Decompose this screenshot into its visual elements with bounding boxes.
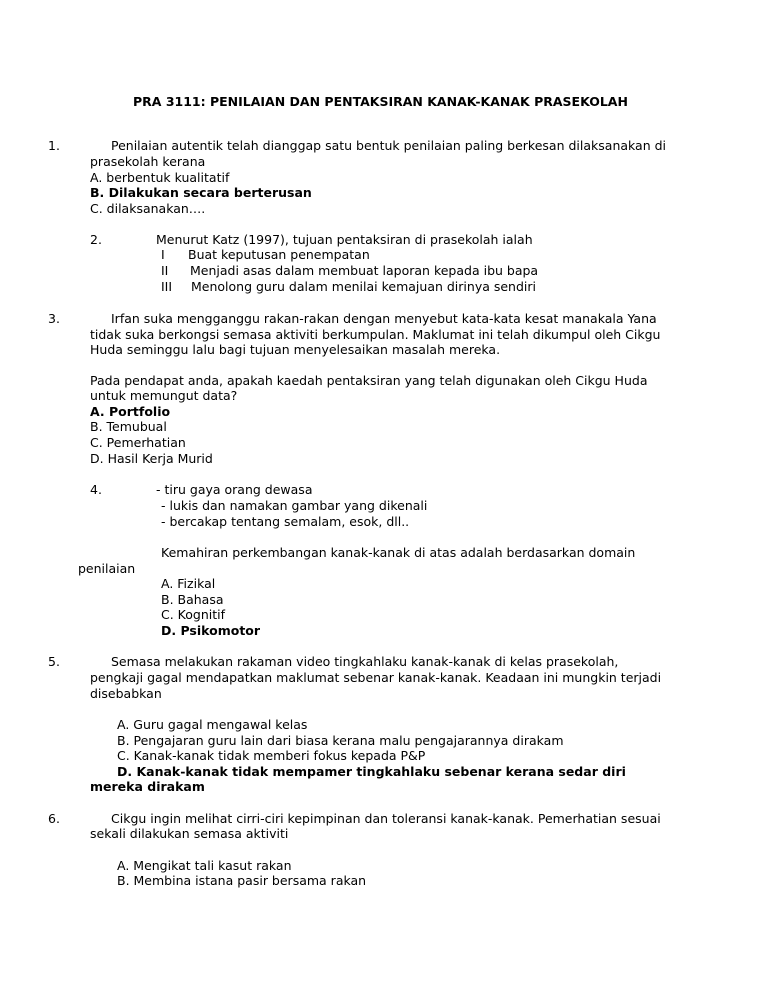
- question-4-item-1: - tiru gaya orang dewasa: [156, 482, 313, 497]
- page-title: PRA 3111: PENILAIAN DAN PENTAKSIRAN KANAK-KANAK PRASEKOLAH: [133, 94, 628, 109]
- question-4-text-line2: penilaian: [78, 561, 136, 576]
- question-3-text-line2: tidak suka berkongsi semasa aktiviti berkumpulan. Maklumat ini telah dikumpul oleh Cikgu: [90, 327, 661, 342]
- question-4-option-d-answer: D. Psikomotor: [161, 623, 261, 638]
- question-5-number: 5.: [48, 654, 60, 669]
- question-2-text: Menurut Katz (1997), tujuan pentaksiran di prasekolah ialah: [156, 232, 533, 247]
- question-6-option-b: B. Membina istana pasir bersama rakan: [117, 873, 367, 888]
- question-3-text-line5: untuk memungut data?: [90, 388, 238, 403]
- question-1-text-line1: Penilaian autentik telah dianggap satu bentuk penilaian paling berkesan dilaksanakan di: [111, 138, 667, 153]
- question-2-item-2-text: Menjadi asas dalam membuat laporan kepada ibu bapa: [190, 263, 539, 278]
- question-2-item-1-text: Buat keputusan penempatan: [188, 247, 370, 262]
- question-6-option-a: A. Mengikat tali kasut rakan: [117, 858, 292, 873]
- question-5-text-line3: disebabkan: [90, 686, 162, 701]
- question-6-text-line2: sekali dilakukan semasa aktiviti: [90, 826, 289, 841]
- question-3-text-line3: Huda seminggu lalu bagi tujuan menyelesaikan masalah mereka.: [90, 342, 501, 357]
- question-2-item-1-num: I: [161, 247, 165, 262]
- question-1-text-line2: prasekolah kerana: [90, 154, 206, 169]
- question-4-item-2: - lukis dan namakan gambar yang dikenali: [161, 498, 428, 513]
- question-3-option-c: C. Pemerhatian: [90, 435, 186, 450]
- question-4-option-c: C. Kognitif: [161, 607, 226, 622]
- question-5-option-b: B. Pengajaran guru lain dari biasa kerana malu pengajarannya dirakam: [117, 733, 564, 748]
- question-4-option-b: B. Bahasa: [161, 592, 224, 607]
- question-2-item-3-num: III: [161, 279, 173, 294]
- question-1-number: 1.: [48, 138, 60, 153]
- question-4-number: 4.: [90, 482, 102, 497]
- question-3-option-b: B. Temubual: [90, 419, 167, 434]
- question-4-item-3: - bercakap tentang semalam, esok, dll..: [161, 514, 410, 529]
- question-5-option-d-answer: D. Kanak-kanak tidak mempamer tingkahlaku sebenar kerana sedar diri: [117, 764, 626, 779]
- question-1-option-a: A. berbentuk kualitatif: [90, 170, 230, 185]
- question-3-text-line4: Pada pendapat anda, apakah kaedah pentaksiran yang telah digunakan oleh Cikgu Huda: [90, 373, 648, 388]
- question-5-option-d-continuation: mereka dirakam: [90, 779, 205, 794]
- question-6-number: 6.: [48, 811, 60, 826]
- question-4-option-a: A. Fizikal: [161, 576, 216, 591]
- question-5-text-line2: pengkaji gagal mendapatkan maklumat sebenar kanak-kanak. Keadaan ini mungkin terjadi: [90, 670, 662, 685]
- question-2-item-2-num: II: [161, 263, 169, 278]
- question-3-text-line1: Irfan suka mengganggu rakan-rakan dengan menyebut kata-kata kesat manakala Yana: [111, 311, 657, 326]
- question-5-option-a: A. Guru gagal mengawal kelas: [117, 717, 308, 732]
- question-3-option-a-answer: A. Portfolio: [90, 404, 171, 419]
- question-1-option-c: C. dilaksanakan….: [90, 201, 206, 216]
- question-3-option-d: D. Hasil Kerja Murid: [90, 451, 213, 466]
- question-4-text-line1: Kemahiran perkembangan kanak-kanak di atas adalah berdasarkan domain: [161, 545, 636, 560]
- question-5-option-c: C. Kanak-kanak tidak memberi fokus kepada P&P: [117, 748, 426, 763]
- question-3-number: 3.: [48, 311, 60, 326]
- question-1-option-b-answer: B. Dilakukan secara berterusan: [90, 185, 312, 200]
- question-2-number: 2.: [90, 232, 102, 247]
- question-5-text-line1: Semasa melakukan rakaman video tingkahlaku kanak-kanak di kelas prasekolah,: [111, 654, 619, 669]
- question-6-text-line1: Cikgu ingin melihat cirri-ciri kepimpinan dan toleransi kanak-kanak. Pemerhatian sesuai: [111, 811, 661, 826]
- question-2-item-3-text: Menolong guru dalam menilai kemajuan dirinya sendiri: [191, 279, 536, 294]
